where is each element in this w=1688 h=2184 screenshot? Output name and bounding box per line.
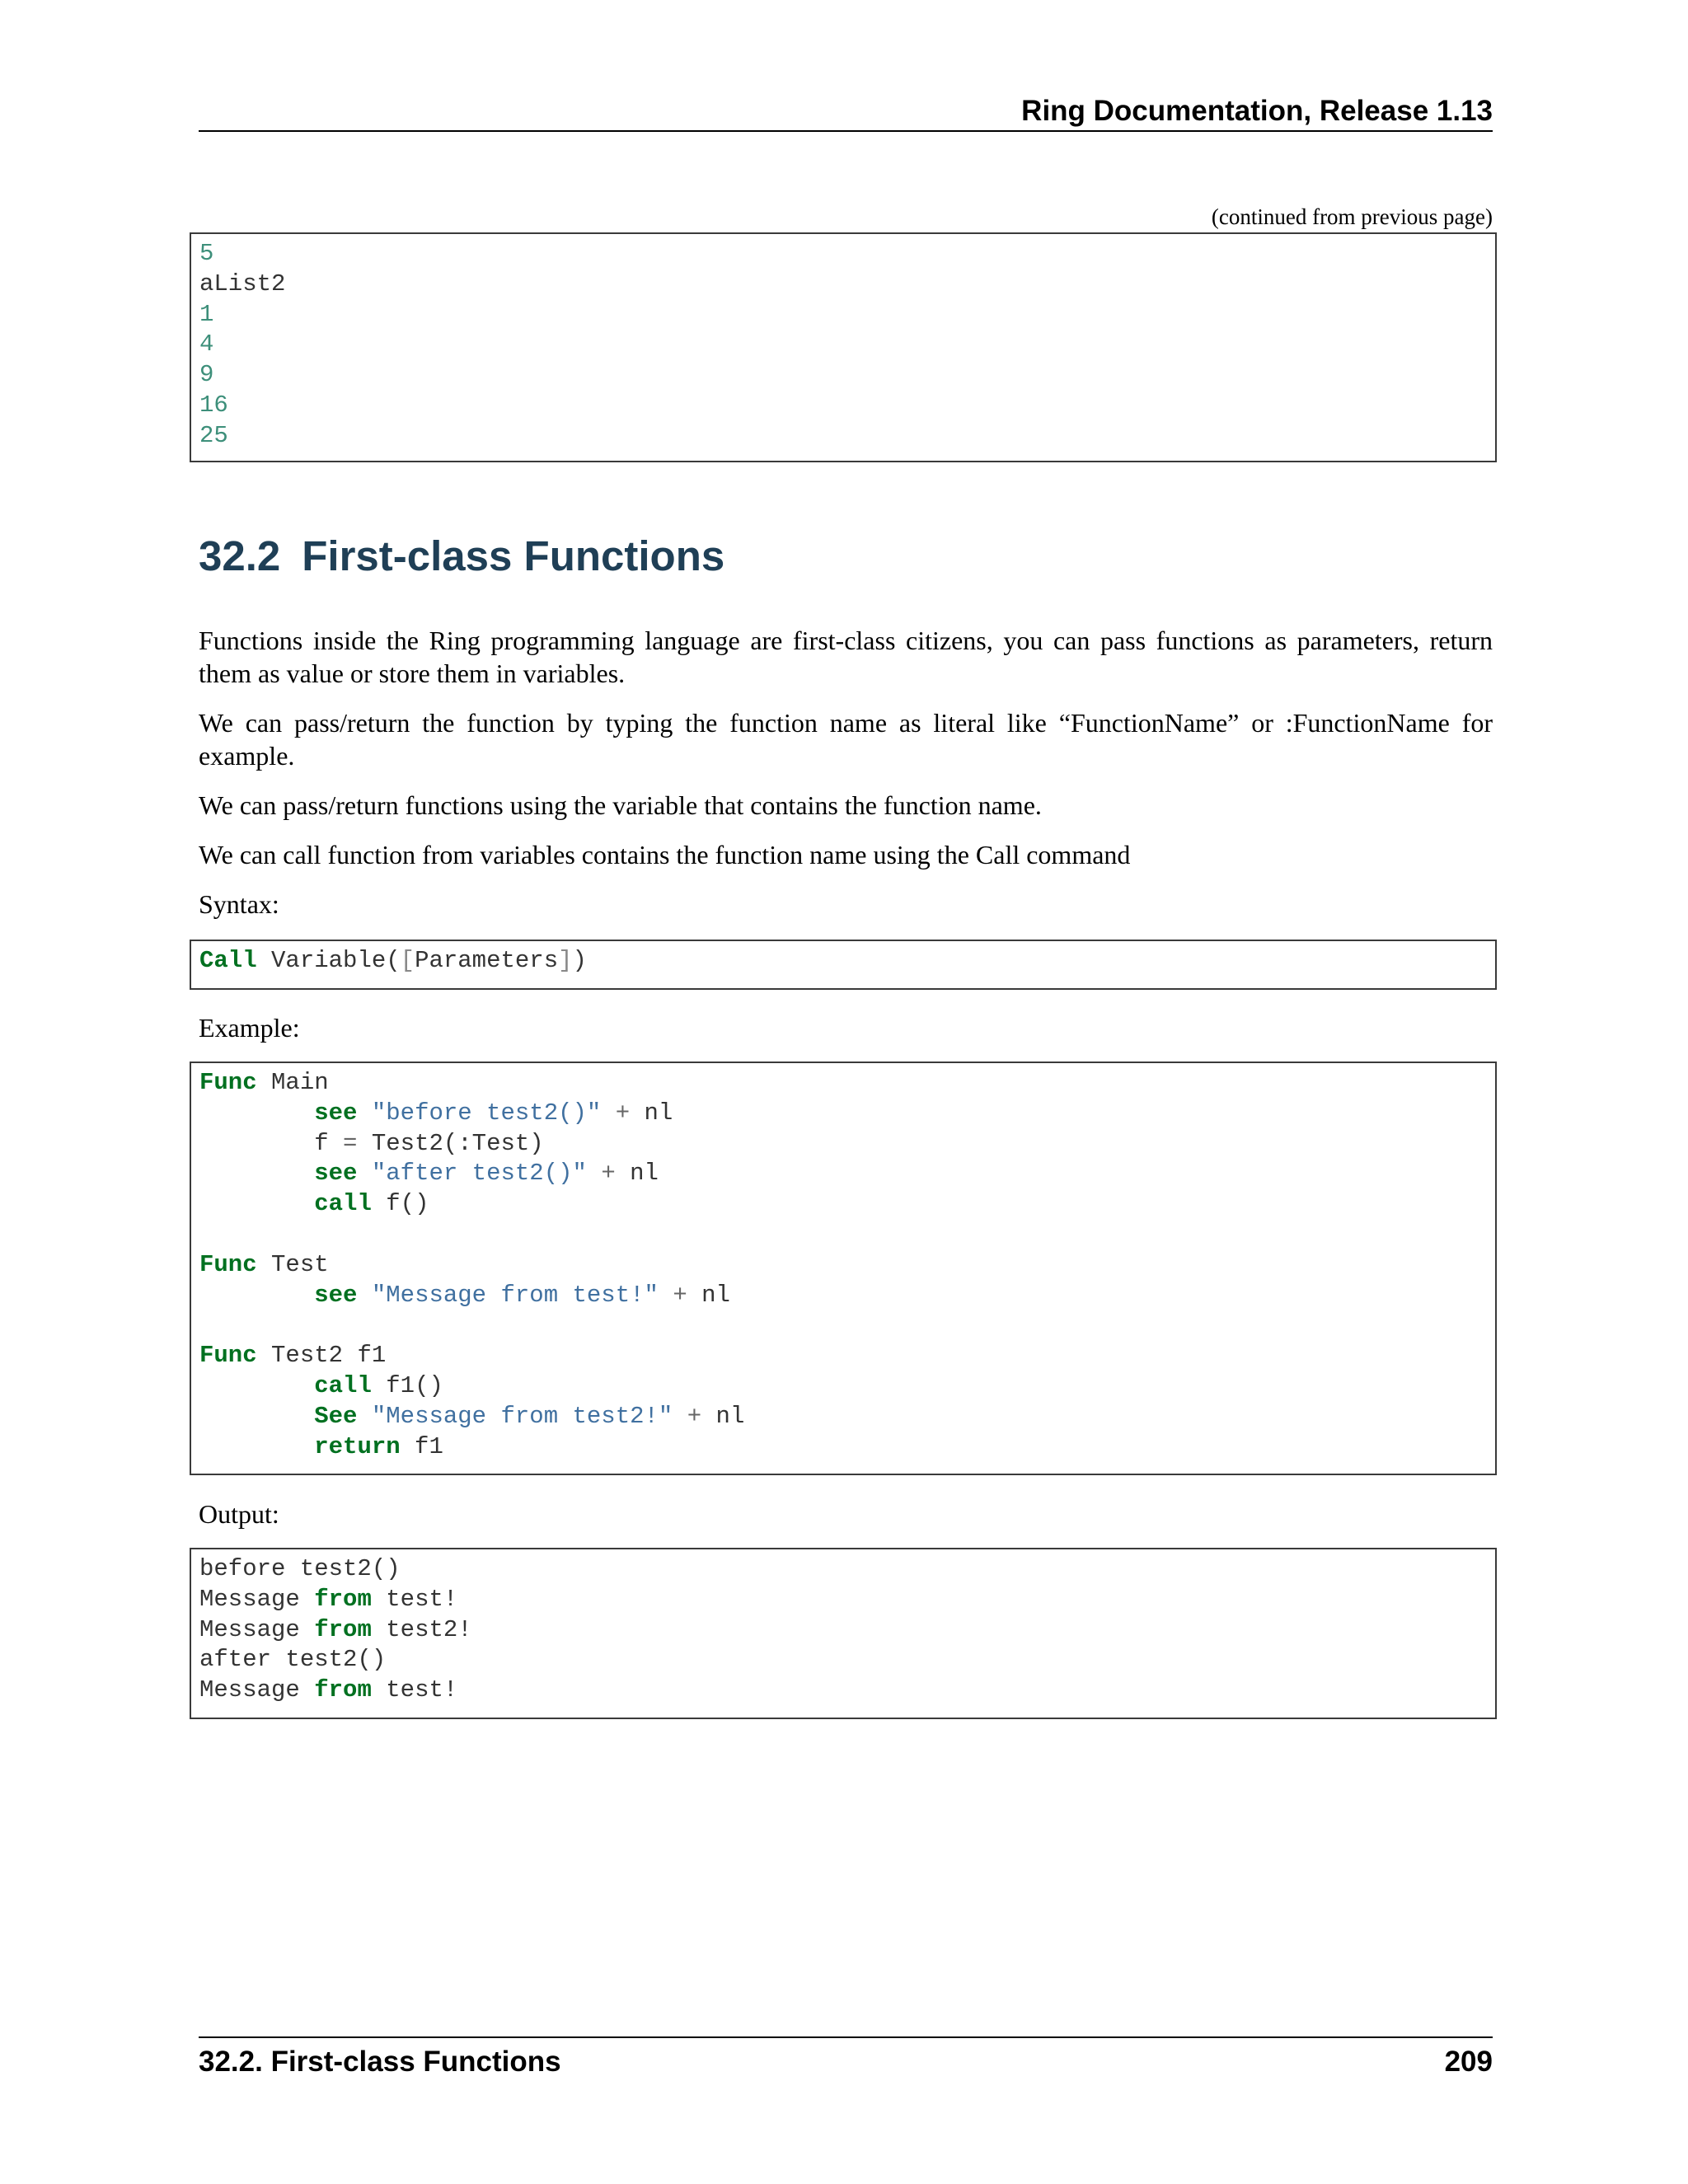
code-line-blank: [199, 1220, 1487, 1250]
code-text: f(): [371, 1190, 429, 1218]
code-text: f: [314, 1129, 344, 1157]
continued-note: (continued from previous page): [1211, 204, 1493, 229]
code-text: Parameters: [415, 947, 559, 974]
code-line: [199, 1250, 1487, 1281]
page-header-title: Ring Documentation, Release 1.13: [1021, 95, 1493, 127]
code-indent: [199, 1190, 314, 1217]
footer-section-title: 32.2. First-class Functions: [199, 2046, 561, 2078]
code-keyword: see: [314, 1281, 358, 1309]
code-keyword: See: [314, 1402, 358, 1430]
code-keyword: Call: [199, 947, 257, 974]
code-text: f1(): [371, 1371, 443, 1399]
code-line: [199, 1341, 1487, 1371]
code-line: [199, 1159, 1487, 1189]
code-text: Test: [256, 1250, 329, 1278]
code-operator: +: [601, 1160, 616, 1188]
code-operator: +: [615, 1099, 631, 1127]
code-text: Test2(:Test): [357, 1129, 544, 1157]
code-line: [199, 1675, 1487, 1706]
paragraph-call-command: We can call function from variables contains the function name using the Call command: [199, 840, 1131, 869]
code-operator: +: [673, 1281, 687, 1309]
code-line: [199, 1432, 1487, 1463]
paragraph-variable: We can pass/return functions using the variable that contains the function name.: [199, 790, 1042, 820]
code-line: [199, 1129, 1487, 1160]
code-line: 25: [199, 421, 228, 449]
code-line: 5: [199, 240, 214, 267]
code-block-syntax: [190, 940, 1497, 990]
code-indent: [199, 1403, 314, 1430]
code-string: "after test2()": [371, 1160, 587, 1188]
code-keyword: return: [314, 1432, 401, 1460]
code-text: test2!: [371, 1615, 472, 1643]
code-text: Message: [199, 1585, 315, 1613]
code-indent: [199, 1099, 314, 1127]
code-indent: [199, 1160, 314, 1187]
paragraph-intro: Functions inside the Ring programming language are first-class citizens, you can pass functions as parameters, return them as value or store them in variables.: [199, 626, 1493, 688]
code-block-output-continued: [190, 232, 1497, 462]
code-line: [199, 1402, 1487, 1432]
code-indent: [199, 1372, 314, 1399]
code-text: Variable(: [256, 947, 401, 974]
code-text: nl: [687, 1281, 730, 1309]
code-keyword: call: [314, 1371, 372, 1399]
code-keyword: from: [314, 1676, 372, 1704]
code-punctuation: ]: [558, 947, 573, 974]
code-keyword: Func: [199, 1342, 257, 1370]
code-line: 16: [199, 391, 228, 419]
code-line: aList2: [199, 269, 286, 298]
syntax-label: Syntax:: [199, 889, 279, 919]
code-keyword: see: [314, 1099, 358, 1127]
code-text: Test2 f1: [256, 1342, 387, 1370]
code-keyword: call: [314, 1190, 372, 1218]
code-string: "Message from test!": [371, 1281, 659, 1309]
code-line: [199, 1371, 1487, 1402]
code-indent: [199, 1433, 314, 1460]
code-keyword: see: [314, 1160, 358, 1188]
code-line: [199, 1615, 1487, 1646]
code-text: test!: [371, 1585, 458, 1613]
section-title-text: First-class Functions: [302, 532, 725, 579]
example-label: Example:: [199, 1013, 300, 1043]
code-keyword: from: [314, 1585, 372, 1613]
code-line: 4: [199, 330, 214, 359]
output-label: Output:: [199, 1499, 279, 1529]
code-keyword: Func: [199, 1069, 257, 1096]
footer-page-number: 209: [1444, 2046, 1493, 2078]
code-string: "before test2()": [371, 1099, 602, 1127]
code-operator: +: [687, 1402, 702, 1430]
code-line: [199, 946, 1487, 977]
code-text: f1: [400, 1432, 443, 1460]
paragraph-literal: We can pass/return the function by typing the function name as literal like “FunctionName” or :FunctionName for example.: [199, 708, 1493, 771]
code-line: 1: [199, 300, 214, 328]
code-line: after test2(): [199, 1646, 387, 1674]
code-text: Message: [199, 1615, 315, 1643]
code-text: nl: [615, 1160, 659, 1188]
code-text: ): [572, 947, 587, 974]
code-line-blank: [199, 1310, 1487, 1341]
code-block-output: [190, 1548, 1497, 1719]
code-line: [199, 1189, 1487, 1220]
code-block-example: [190, 1062, 1497, 1475]
code-text: Main: [256, 1069, 329, 1096]
code-indent: [199, 1282, 314, 1309]
code-line: [199, 1068, 1487, 1099]
section-title: [199, 527, 724, 585]
footer-divider: [199, 2036, 1493, 2038]
code-text: nl: [630, 1099, 673, 1127]
code-line: 9: [199, 361, 214, 389]
code-indent: [199, 1130, 314, 1157]
section-number: 32.2: [199, 532, 281, 579]
code-line: before test2(): [199, 1555, 401, 1582]
header-divider: [199, 130, 1493, 132]
code-punctuation: [: [400, 947, 415, 974]
code-string: "Message from test2!": [371, 1402, 673, 1430]
code-text: nl: [701, 1402, 745, 1430]
code-keyword: Func: [199, 1250, 257, 1278]
code-line: [199, 1585, 1487, 1615]
code-text: test!: [371, 1676, 458, 1704]
code-operator: =: [343, 1129, 358, 1157]
code-text: Message: [199, 1676, 315, 1704]
code-line: [199, 1099, 1487, 1129]
code-line: [199, 1281, 1487, 1311]
code-keyword: from: [314, 1615, 372, 1643]
